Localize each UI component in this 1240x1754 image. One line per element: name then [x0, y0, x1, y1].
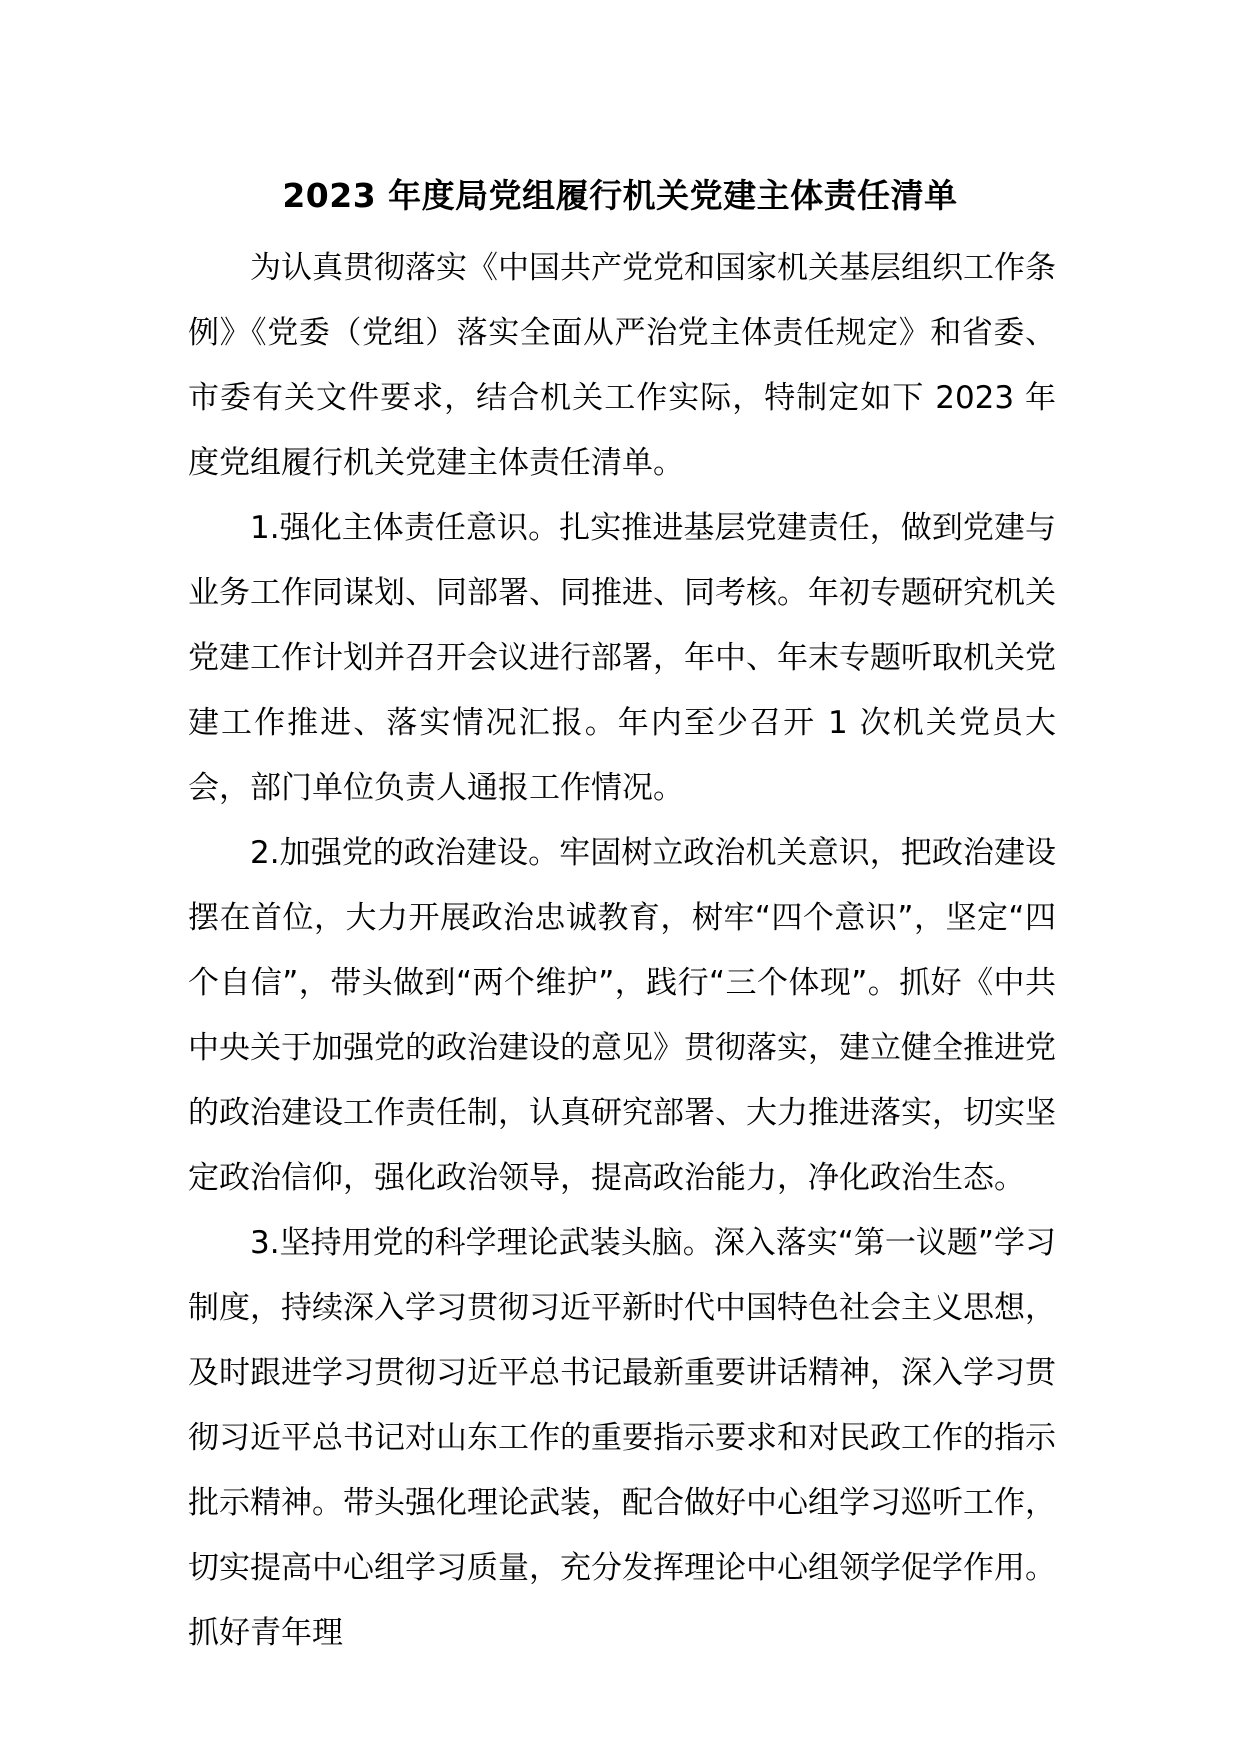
paragraph-intro: 为认真贯彻落实《中国共产党党和国家机关基层组织工作条例》《党委（党组）落实全面从严治党主体责任规定》和省委、市委有关文件要求，结合机关工作实际，特制定如下 2023 年度党组履行机关党建主体责任清单。 [188, 250, 1056, 481]
paragraph-item-2: 2.加强党的政治建设。牢固树立政治机关意识，把政治建设摆在首位，大力开展政治忠诚教育，树牢“四个意识”，坚定“四个自信”，带头做到“两个维护”，践行“三个体现”。抓好《中共中央关于加强党的政治建设的意见》贯彻落实，建立健全推进党的政治建设工作责任制，认真研究部署、大力推进落实，切实坚定政治信仰，强化政治领导，提高政治能力，净化政治生态。 [188, 835, 1056, 1196]
paragraph-item-3: 3.坚持用党的科学理论武装头脑。深入落实“第一议题”学习制度，持续深入学习贯彻习近平新时代中国特色社会主义思想，及时跟进学习贯彻习近平总书记最新重要讲话精神，深入学习贯彻习近平总书记对山东工作的重要指示要求和对民政工作的指示批示精神。带头强化理论武装，配合做好中心组学习巡听工作，切实提高中心组学习质量，充分发挥理论中心组领学促学作用。抓好青年理 [188, 1225, 1056, 1651]
document-body [188, 236, 1056, 1666]
document-title: 2023 年度局党组履行机关党建主体责任清单 [282, 176, 958, 215]
paragraph-item-1: 1.强化主体责任意识。扎实推进基层党建责任，做到党建与业务工作同谋划、同部署、同推进、同考核。年初专题研究机关党建工作计划并召开会议进行部署，年中、年末专题听取机关党建工作推进、落实情况汇报。年内至少召开 1 次机关党员大会，部门单位负责人通报工作情况。 [188, 510, 1056, 806]
